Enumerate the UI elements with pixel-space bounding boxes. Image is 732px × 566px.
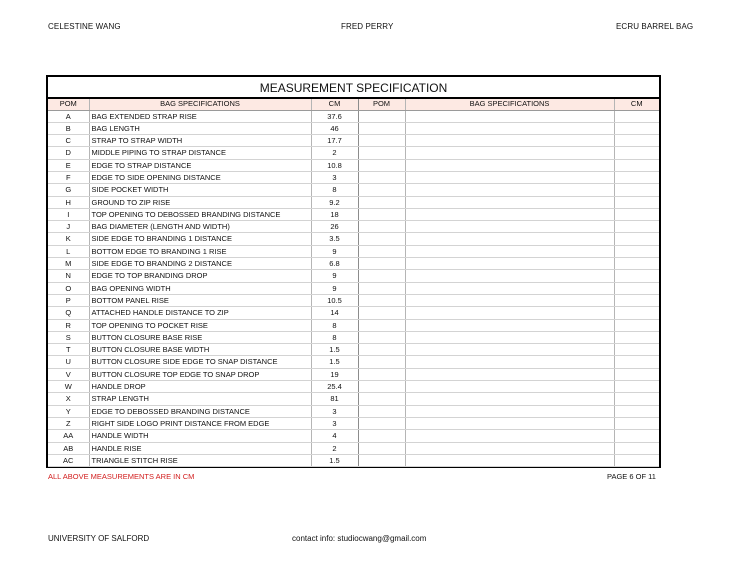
row-pom: S xyxy=(48,331,89,343)
row-spec: HANDLE WIDTH xyxy=(89,430,311,442)
table-row xyxy=(48,319,659,331)
row-spec: HANDLE DROP xyxy=(89,381,311,393)
row-spec-empty xyxy=(405,171,614,183)
row-pom: Y xyxy=(48,405,89,417)
row-pom-empty xyxy=(358,319,405,331)
row-pom-empty xyxy=(358,405,405,417)
row-spec-empty xyxy=(405,344,614,356)
row-pom-empty xyxy=(358,430,405,442)
table-row xyxy=(48,184,659,196)
row-pom-empty xyxy=(358,294,405,306)
table-row xyxy=(48,135,659,147)
row-cm: 3.5 xyxy=(311,233,358,245)
table-row xyxy=(48,344,659,356)
table-row xyxy=(48,282,659,294)
institution-name: UNIVERSITY OF SALFORD xyxy=(48,534,150,543)
row-cm: 6.8 xyxy=(311,258,358,270)
row-spec: TOP OPENING TO DEBOSSED BRANDING DISTANCE xyxy=(89,208,311,220)
row-pom: AB xyxy=(48,442,89,454)
row-pom: J xyxy=(48,221,89,233)
row-cm-empty xyxy=(614,270,659,282)
row-spec-empty xyxy=(405,122,614,134)
row-pom-empty xyxy=(358,393,405,405)
table-row xyxy=(48,208,659,220)
row-spec-empty xyxy=(405,294,614,306)
row-cm: 9 xyxy=(311,245,358,257)
row-spec: GROUND TO ZIP RISE xyxy=(89,196,311,208)
row-pom-empty xyxy=(358,331,405,343)
row-cm: 4 xyxy=(311,430,358,442)
table-row xyxy=(48,454,659,466)
table-row xyxy=(48,159,659,171)
row-cm: 18 xyxy=(311,208,358,220)
row-pom-empty xyxy=(358,270,405,282)
table-row xyxy=(48,270,659,282)
row-pom: AC xyxy=(48,454,89,466)
row-pom: R xyxy=(48,319,89,331)
row-cm: 9.2 xyxy=(311,196,358,208)
contact-info: contact info: studiocwang@gmail.com xyxy=(292,534,427,543)
row-pom: L xyxy=(48,245,89,257)
table-row xyxy=(48,147,659,159)
table-row xyxy=(48,356,659,368)
table-row xyxy=(48,368,659,380)
row-cm-empty xyxy=(614,196,659,208)
row-spec: HANDLE RISE xyxy=(89,442,311,454)
row-pom: N xyxy=(48,270,89,282)
row-pom: K xyxy=(48,233,89,245)
table-row xyxy=(48,122,659,134)
row-pom-empty xyxy=(358,147,405,159)
row-spec-empty xyxy=(405,368,614,380)
row-pom-empty xyxy=(358,208,405,220)
row-pom: I xyxy=(48,208,89,220)
brand-name: FRED PERRY xyxy=(341,22,394,31)
row-spec: STRAP TO STRAP WIDTH xyxy=(89,135,311,147)
row-cm-empty xyxy=(614,282,659,294)
table-row xyxy=(48,233,659,245)
row-spec-empty xyxy=(405,442,614,454)
row-cm-empty xyxy=(614,135,659,147)
row-pom: D xyxy=(48,147,89,159)
row-spec: BUTTON CLOSURE BASE RISE xyxy=(89,331,311,343)
measurement-table xyxy=(48,99,659,467)
row-cm: 1.5 xyxy=(311,454,358,466)
row-cm-empty xyxy=(614,258,659,270)
row-pom-empty xyxy=(358,356,405,368)
row-cm-empty xyxy=(614,417,659,429)
row-pom: P xyxy=(48,294,89,306)
row-pom: U xyxy=(48,356,89,368)
table-row xyxy=(48,245,659,257)
row-pom-empty xyxy=(358,282,405,294)
row-spec: ATTACHED HANDLE DISTANCE TO ZIP xyxy=(89,307,311,319)
designer-name: CELESTINE WANG xyxy=(48,22,121,31)
row-pom: X xyxy=(48,393,89,405)
row-pom-empty xyxy=(358,233,405,245)
row-cm-empty xyxy=(614,454,659,466)
row-spec-empty xyxy=(405,417,614,429)
row-cm-empty xyxy=(614,221,659,233)
row-pom-empty xyxy=(358,135,405,147)
row-spec: TRIANGLE STITCH RISE xyxy=(89,454,311,466)
row-spec-empty xyxy=(405,430,614,442)
measurement-spec-sheet xyxy=(46,75,661,468)
row-spec-empty xyxy=(405,270,614,282)
row-pom: T xyxy=(48,344,89,356)
row-cm: 1.5 xyxy=(311,356,358,368)
row-cm: 17.7 xyxy=(311,135,358,147)
column-header-spec-right: BAG SPECIFICATIONS xyxy=(405,99,614,110)
table-body xyxy=(48,110,659,467)
row-spec-empty xyxy=(405,319,614,331)
product-name: ECRU BARREL BAG xyxy=(616,22,694,31)
row-pom-empty xyxy=(358,442,405,454)
row-pom: E xyxy=(48,159,89,171)
row-pom: F xyxy=(48,171,89,183)
table-row xyxy=(48,171,659,183)
row-spec-empty xyxy=(405,356,614,368)
row-pom-empty xyxy=(358,307,405,319)
row-cm: 8 xyxy=(311,319,358,331)
sheet-title: MEASUREMENT SPECIFICATION xyxy=(48,77,659,99)
table-row xyxy=(48,258,659,270)
row-pom-empty xyxy=(358,159,405,171)
table-row xyxy=(48,430,659,442)
row-pom-empty xyxy=(358,368,405,380)
row-spec: BOTTOM EDGE TO BRANDING 1 RISE xyxy=(89,245,311,257)
row-cm-empty xyxy=(614,233,659,245)
row-spec-empty xyxy=(405,282,614,294)
row-spec: BAG DIAMETER (LENGTH AND WIDTH) xyxy=(89,221,311,233)
row-spec-empty xyxy=(405,208,614,220)
row-cm-empty xyxy=(614,294,659,306)
row-spec-empty xyxy=(405,258,614,270)
row-spec: BUTTON CLOSURE TOP EDGE TO SNAP DROP xyxy=(89,368,311,380)
row-cm: 3 xyxy=(311,417,358,429)
row-pom: Q xyxy=(48,307,89,319)
row-spec-empty xyxy=(405,331,614,343)
row-spec: BAG OPENING WIDTH xyxy=(89,282,311,294)
units-note: ALL ABOVE MEASUREMENTS ARE IN CM xyxy=(48,472,195,481)
column-header-pom-left: POM xyxy=(48,99,89,110)
row-pom-empty xyxy=(358,196,405,208)
row-spec-empty xyxy=(405,454,614,466)
row-spec-empty xyxy=(405,221,614,233)
row-cm: 25.4 xyxy=(311,381,358,393)
row-cm: 37.6 xyxy=(311,110,358,122)
row-spec: EDGE TO SIDE OPENING DISTANCE xyxy=(89,171,311,183)
row-spec: BAG LENGTH xyxy=(89,122,311,134)
row-spec-empty xyxy=(405,147,614,159)
table-row xyxy=(48,294,659,306)
table-row xyxy=(48,221,659,233)
table-row xyxy=(48,307,659,319)
row-cm-empty xyxy=(614,442,659,454)
row-pom-empty xyxy=(358,344,405,356)
row-cm-empty xyxy=(614,405,659,417)
row-cm: 8 xyxy=(311,184,358,196)
row-pom: G xyxy=(48,184,89,196)
row-cm: 19 xyxy=(311,368,358,380)
row-cm: 2 xyxy=(311,442,358,454)
row-spec: BOTTOM PANEL RISE xyxy=(89,294,311,306)
row-pom: M xyxy=(48,258,89,270)
row-cm: 3 xyxy=(311,171,358,183)
row-spec-empty xyxy=(405,196,614,208)
row-spec-empty xyxy=(405,135,614,147)
row-spec-empty xyxy=(405,233,614,245)
row-spec-empty xyxy=(405,159,614,171)
row-spec: BUTTON CLOSURE SIDE EDGE TO SNAP DISTANCE xyxy=(89,356,311,368)
row-spec-empty xyxy=(405,184,614,196)
row-pom-empty xyxy=(358,417,405,429)
row-pom-empty xyxy=(358,221,405,233)
table-header-row xyxy=(48,99,659,110)
row-cm: 1.5 xyxy=(311,344,358,356)
column-header-cm-right: CM xyxy=(614,99,659,110)
row-cm: 46 xyxy=(311,122,358,134)
table-row xyxy=(48,417,659,429)
row-spec: SIDE EDGE TO BRANDING 1 DISTANCE xyxy=(89,233,311,245)
row-spec-empty xyxy=(405,381,614,393)
row-spec: BAG EXTENDED STRAP RISE xyxy=(89,110,311,122)
row-cm-empty xyxy=(614,147,659,159)
row-pom-empty xyxy=(358,381,405,393)
row-pom-empty xyxy=(358,184,405,196)
row-pom: AA xyxy=(48,430,89,442)
row-pom-empty xyxy=(358,245,405,257)
row-cm: 2 xyxy=(311,147,358,159)
row-cm-empty xyxy=(614,331,659,343)
row-spec: SIDE POCKET WIDTH xyxy=(89,184,311,196)
row-cm-empty xyxy=(614,184,659,196)
row-pom: C xyxy=(48,135,89,147)
row-cm-empty xyxy=(614,122,659,134)
row-cm-empty xyxy=(614,393,659,405)
row-spec: EDGE TO STRAP DISTANCE xyxy=(89,159,311,171)
row-pom: W xyxy=(48,381,89,393)
row-cm: 81 xyxy=(311,393,358,405)
row-cm-empty xyxy=(614,319,659,331)
row-cm: 26 xyxy=(311,221,358,233)
column-header-spec-left: BAG SPECIFICATIONS xyxy=(89,99,311,110)
row-cm-empty xyxy=(614,208,659,220)
table-row xyxy=(48,405,659,417)
row-pom: V xyxy=(48,368,89,380)
row-pom: O xyxy=(48,282,89,294)
row-spec-empty xyxy=(405,245,614,257)
row-cm: 9 xyxy=(311,282,358,294)
row-pom-empty xyxy=(358,122,405,134)
row-cm-empty xyxy=(614,381,659,393)
row-cm: 10.8 xyxy=(311,159,358,171)
row-cm: 8 xyxy=(311,331,358,343)
table-row xyxy=(48,442,659,454)
row-cm-empty xyxy=(614,307,659,319)
row-spec: EDGE TO DEBOSSED BRANDING DISTANCE xyxy=(89,405,311,417)
row-pom-empty xyxy=(358,258,405,270)
row-spec-empty xyxy=(405,405,614,417)
row-pom-empty xyxy=(358,110,405,122)
row-cm: 10.5 xyxy=(311,294,358,306)
table-row xyxy=(48,381,659,393)
row-spec-empty xyxy=(405,110,614,122)
row-spec-empty xyxy=(405,393,614,405)
row-pom: Z xyxy=(48,417,89,429)
row-spec: RIGHT SIDE LOGO PRINT DISTANCE FROM EDGE xyxy=(89,417,311,429)
column-header-pom-right: POM xyxy=(358,99,405,110)
row-cm-empty xyxy=(614,171,659,183)
row-cm-empty xyxy=(614,356,659,368)
row-pom: H xyxy=(48,196,89,208)
row-spec: SIDE EDGE TO BRANDING 2 DISTANCE xyxy=(89,258,311,270)
row-spec: EDGE TO TOP BRANDING DROP xyxy=(89,270,311,282)
row-pom-empty xyxy=(358,454,405,466)
table-row xyxy=(48,393,659,405)
row-spec: STRAP LENGTH xyxy=(89,393,311,405)
row-spec-empty xyxy=(405,307,614,319)
table-row xyxy=(48,110,659,122)
row-pom: A xyxy=(48,110,89,122)
table-row xyxy=(48,331,659,343)
row-spec: BUTTON CLOSURE BASE WIDTH xyxy=(89,344,311,356)
page-number: PAGE 6 OF 11 xyxy=(607,472,656,481)
row-spec: TOP OPENING TO POCKET RISE xyxy=(89,319,311,331)
row-spec: MIDDLE PIPING TO STRAP DISTANCE xyxy=(89,147,311,159)
row-cm: 3 xyxy=(311,405,358,417)
row-cm-empty xyxy=(614,344,659,356)
row-cm-empty xyxy=(614,430,659,442)
row-pom-empty xyxy=(358,171,405,183)
row-cm: 14 xyxy=(311,307,358,319)
row-cm-empty xyxy=(614,110,659,122)
row-cm-empty xyxy=(614,159,659,171)
row-pom: B xyxy=(48,122,89,134)
row-cm: 9 xyxy=(311,270,358,282)
row-cm-empty xyxy=(614,368,659,380)
table-row xyxy=(48,196,659,208)
row-cm-empty xyxy=(614,245,659,257)
column-header-cm-left: CM xyxy=(311,99,358,110)
